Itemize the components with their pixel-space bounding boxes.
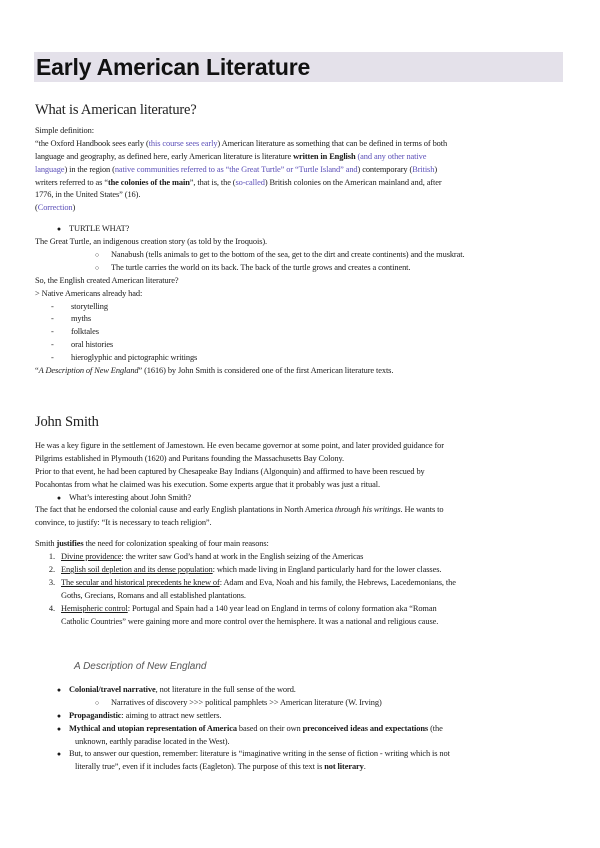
answer-cont: literally true”, even if it includes facts (Eagleton). The purpose of this text is not literary. — [75, 762, 366, 772]
heading-what-is: What is American literature? — [35, 102, 197, 118]
bullet-dot-icon: ● — [56, 225, 62, 234]
description-body — [35, 684, 563, 774]
list-item: - myths — [51, 314, 91, 324]
smith-p1-line3: Prior to that event, he had been captured by Chesapeake Bay Indians (Algonquin) and affirmed to have been rescued by — [35, 466, 425, 476]
definition-line-2: language and geography, as defined here, early American literature is literature written in English (and any other native — [35, 151, 427, 161]
turtle-description: The Great Turtle, an indigenous creation story (as told by the Iroquois). — [35, 237, 268, 247]
bullet-dot-icon: ● — [56, 711, 62, 720]
bullet-dot-icon: ● — [56, 750, 62, 759]
reason-item-cont: Catholic Countries” were gaining more and more control over the hemisphere. It was a national and religious cause. — [61, 616, 439, 626]
bullet-dot-icon: ● — [56, 686, 62, 694]
what-is-body — [35, 125, 563, 378]
definition-line-4: writers referred to as “the colonies of the main”, that is, the (so-called) British colonies on the American mainland and, after — [35, 177, 442, 187]
heading-description: A Description of New England — [74, 661, 207, 672]
reason-item-cont: Goths, Grecians, Romans and all established plantations. — [61, 590, 246, 600]
smith-p1-line4: Pocahontas from what he claimed was his execution. Some experts argue that it probably was just a ritual. — [35, 479, 380, 489]
bullet-colonial: ● Colonial/travel narrative, not literature in the full sense of the word. — [35, 684, 563, 697]
link-correction[interactable]: Correction — [37, 203, 73, 213]
john-smith-body — [35, 440, 563, 628]
list-item: - hieroglyphic and pictographic writings — [51, 353, 198, 363]
so-question: So, the English created American literature? — [35, 275, 179, 285]
list-item: - oral histories — [51, 340, 114, 350]
list-item: - storytelling — [51, 301, 108, 311]
bullet-mythical: ● Mythical and utopian representation of America based on their own preconceived ideas and expectations (the — [35, 723, 563, 736]
definition-line-1: “the Oxford Handbook sees early (this course sees early) American literature as something that can be defined in terms of both — [35, 138, 448, 148]
reason-item: 3. The secular and historical precedents he knew of: Adam and Eva, Noah and his family, the Hebrews, Lacedemonians, the — [48, 577, 456, 587]
heading-john-smith: John Smith — [35, 414, 99, 430]
page-title: Early American Literature — [36, 54, 311, 80]
justifies-line: Smith justifies the need for colonization speaking of four main reasons: — [35, 539, 269, 549]
list-item: - folktales — [51, 327, 99, 337]
bullet-turtle: ● TURTLE WHAT? — [35, 223, 563, 236]
bullet-dot-icon: ● — [56, 493, 62, 502]
link-this-course[interactable]: this course sees early — [148, 138, 218, 148]
bullet-interesting: ● What’s interesting about John Smith? — [35, 492, 563, 505]
simple-definition-label: Simple definition: — [35, 126, 94, 135]
smith-p1-line2: Pilgrims established in Plymouth (1620) and Puritans founding the Massachusetts Bay Colony. — [35, 453, 345, 463]
reason-item: 4. Hemispheric control: Portugal and Spain had a 140 year lead on England in terms of colony formation aka “Roman — [48, 603, 437, 613]
native-had: > Native Americans already had: — [35, 288, 143, 298]
bullet-propagandistic: ● Propagandistic: aiming to attract new settlers. — [35, 710, 563, 723]
turtle-sub-2: ○ The turtle carries the world on its back. The back of the turtle grows and creates a continent. — [35, 262, 563, 275]
reason-item: 2. English soil depletion and its dense population: which made living in England particularly hard for the lower classes. — [48, 565, 442, 575]
description-quote: “A Description of New England” (1616) by John Smith is considered one of the first American literature texts. — [35, 366, 394, 376]
definition-line-3: language) in the region (native communities referred to as “the Great Turtle” or “Turtle Island” and) contemporary (British) — [35, 164, 438, 174]
mythical-cont: unknown, earthly paradise located in the West). — [75, 736, 230, 746]
hollow-bullet-icon: ○ — [94, 251, 100, 260]
hollow-bullet-icon: ○ — [94, 263, 100, 272]
bullet-dot-icon: ● — [56, 724, 62, 733]
correction-line: (Correction) — [35, 203, 76, 213]
fact-line-2: convince, to justify: “It is necessary to teach religion”. — [35, 518, 212, 528]
reason-item: 1. Divine providence: the writer saw God’s hand at work in the English seizing of the Americas — [48, 552, 364, 562]
definition-line-5: 1776, in the United States” (16). — [35, 190, 141, 200]
fact-line-1: The fact that he endorsed the colonial cause and early English plantations in North America through his writings. He wants to — [35, 505, 444, 515]
turtle-sub-1: ○ Nanabush (tells animals to get to the bottom of the sea, get to the dirt and create continents) and the muskrat. — [35, 249, 563, 262]
smith-p1-line1: He was a key figure in the settlement of Jamestown. He even became governor at some point, and later provided guidance for — [35, 441, 444, 450]
bullet-answer: ● But, to answer our question, remember: literature is “imaginative writing in the sense of fiction - writing which is not — [35, 748, 563, 761]
colonial-sub: ○ Narratives of discovery >>> political pamphlets >> American literature (W. Irving) — [35, 697, 563, 710]
hollow-bullet-icon: ○ — [94, 698, 100, 707]
